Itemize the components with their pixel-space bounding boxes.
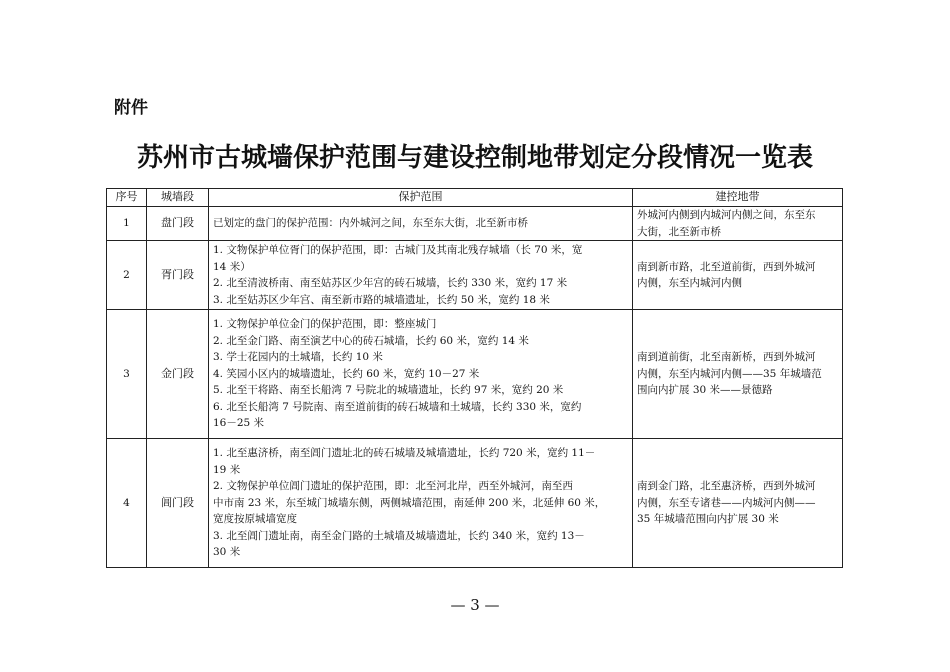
header-no: 序号	[107, 189, 147, 207]
header-zone: 建控地带	[633, 189, 843, 207]
row-scope	[209, 439, 633, 568]
row-no: 1	[107, 207, 147, 241]
zone-line: 内侧，东至内城河内侧	[637, 277, 742, 289]
zone-line: 大街，北至新市桥	[637, 225, 721, 238]
row-segment: 阊门段	[147, 439, 209, 568]
attachment-label: 附件	[114, 98, 148, 118]
scope-line: 6. 北至长船湾 7 号院南、南至道前街的砖石城墙和土城墙，长约 330 米，宽约	[213, 400, 582, 413]
row-scope	[209, 310, 633, 439]
row-scope	[209, 241, 633, 310]
scope-line: 30 米	[213, 546, 241, 559]
document-title: 苏州市古城墙保护范围与建设控制地带划定分段情况一览表	[136, 143, 813, 173]
scope-line: 1. 北至惠济桥，南至阊门遗址北的砖石城墙及城墙遗址，长约 720 米，宽约 11－	[213, 447, 596, 460]
row-segment: 金门段	[147, 310, 209, 439]
zone-line: 南到金门路，北至惠济桥，西到外城河	[637, 480, 816, 493]
scope-line: 3. 学士花园内的土城墙，长约 10 米	[213, 351, 383, 364]
zone-line: 围向内扩展 30 米——景德路	[637, 384, 773, 397]
row-no: 2	[107, 241, 147, 310]
scope-line: 3. 北至阊门遗址南，南至金门路的土城墙及城墙遗址，长约 340 米，宽约 13－	[213, 529, 585, 542]
scope-line: 已划定的盘门的保护范围：内外城河之间，东至东大街，北至新市桥	[213, 217, 528, 230]
page-number: — 3 —	[450, 596, 500, 614]
header-scope: 保护范围	[209, 189, 633, 207]
scope-line: 1. 文物保护单位金门的保护范围，即：整座城门	[213, 318, 437, 331]
row-zone	[633, 310, 843, 439]
zone-line: 外城河内侧到内城河内侧之间，东至东	[637, 209, 816, 221]
table-header-row	[107, 189, 843, 207]
scope-line: 19 米	[213, 463, 241, 476]
table-row	[107, 310, 843, 439]
zone-line: 内侧，东至专诸巷——内城河内侧——	[637, 496, 816, 509]
scope-line: 2. 北至金门路、南至演艺中心的砖石城墙，长约 60 米，宽约 14 米	[213, 334, 529, 347]
row-zone	[633, 439, 843, 568]
row-segment: 盘门段	[147, 207, 209, 241]
row-segment: 胥门段	[147, 241, 209, 310]
scope-line: 中市南 23 米，东至城门城墙东侧，两侧城墙范围，南延伸 200 米，北延伸 60 米，	[213, 496, 606, 509]
table-row	[107, 439, 843, 568]
scope-line: 4. 笑园小区内的城墙遗址，长约 60 米，宽约 10－27 米	[213, 367, 480, 380]
zone-line: 35 年城墙范围向内扩展 30 米	[637, 513, 779, 526]
scope-line: 14 米）	[213, 260, 251, 273]
scope-line: 16－25 米	[213, 417, 265, 430]
scope-line: 1. 文物保护单位胥门的保护范围，即：古城门及其南北残存城墙（长 70 米，宽	[213, 244, 583, 256]
scope-line: 5. 北至干将路、南至长船湾 7 号院北的城墙遗址，长约 97 米，宽约 20 米	[213, 384, 564, 397]
scope-line: 宽度按原城墙宽度	[213, 513, 297, 526]
table-row	[107, 207, 843, 241]
header-segment: 城墙段	[147, 189, 209, 207]
zone-line: 南到新市路，北至道前街，西到外城河	[637, 260, 816, 273]
row-no: 3	[107, 310, 147, 439]
row-scope	[209, 207, 633, 241]
scope-line: 3. 北至姑苏区少年宫、南至新市路的城墙遗址，长约 50 米，宽约 18 米	[213, 293, 550, 306]
zone-line: 南到道前街，北至南新桥，西到外城河	[637, 351, 816, 364]
scope-line: 2. 北至清波桥南、南至姑苏区少年宫的砖石城墙，长约 330 米，宽约 17 米	[213, 277, 568, 289]
zone-line: 内侧，东至内城河内侧——35 年城墙范	[637, 367, 822, 380]
row-zone	[633, 241, 843, 310]
scope-line: 2. 文物保护单位阊门遗址的保护范围，即：北至河北岸，西至外城河，南至西	[213, 480, 573, 493]
row-zone	[633, 207, 843, 241]
row-no: 4	[107, 439, 147, 568]
segment-table	[106, 188, 843, 568]
table-row	[107, 241, 843, 310]
